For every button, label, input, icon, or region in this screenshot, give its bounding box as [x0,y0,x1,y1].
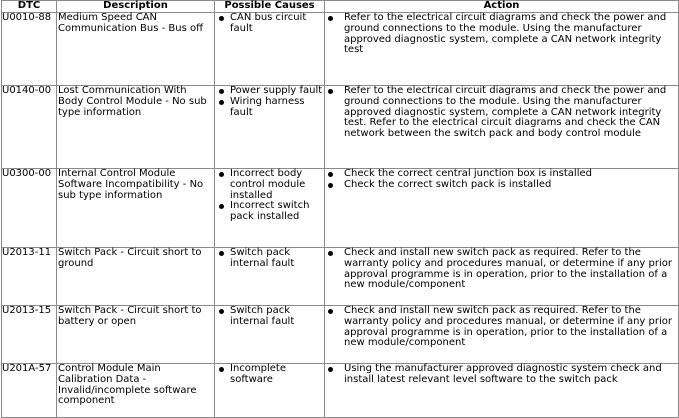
dtc-description: Medium Speed CAN Communication Bus - Bus off [57,13,215,86]
header-row [2,1,679,13]
cause-item-list [216,86,324,118]
action-item-list [326,169,678,191]
dtc-code: U0010-88 [2,13,57,86]
header-description: Description [57,1,215,13]
action-item: Check and install new switch pack as required. Refer to the warranty policy and procedures manual, or determine if any prior approval programme is in operation, prior to the installation of a new module/component [326,248,678,291]
cause-item: Power supply fault [216,86,324,97]
cause-item-list [216,169,324,223]
action-item: Refer to the electrical circuit diagrams and check the power and ground connections to the module. Using the manufacturer approved diagnostic system, complete a CAN network integrity test [326,13,678,56]
action-item: Check the correct central junction box is installed [326,169,678,180]
possible-causes-cell [215,364,325,418]
action-item: Refer to the electrical circuit diagrams and check the power and ground connections to the module. Using the manufacturer approved diagnostic system, complete a CAN network integrity test. Refer to the electrical circuit diagrams and check the CAN network between the switch pack and body control module [326,86,678,140]
cause-item: Switch pack internal fault [216,248,324,270]
cause-item-list [216,306,324,328]
cause-item-list [216,364,324,386]
action-item-list [326,13,678,56]
action-item-list [326,248,678,291]
cause-item-list [216,13,324,35]
action-cell [325,13,679,86]
action-item-list [326,306,678,349]
header-action: Action [325,1,679,13]
dtc-code: U2013-11 [2,248,57,306]
cause-item: Incorrect body control module installed [216,169,324,201]
table-row [2,364,679,418]
action-cell [325,306,679,364]
action-cell [325,169,679,248]
dtc-code: U201A-57 [2,364,57,418]
table-row [2,86,679,169]
cause-item: CAN bus circuit fault [216,13,324,35]
possible-causes-cell [215,169,325,248]
dtc-code: U2013-15 [2,306,57,364]
action-item-list [326,364,678,386]
table-row [2,248,679,306]
action-cell [325,364,679,418]
cause-item: Wiring harness fault [216,97,324,119]
possible-causes-cell [215,86,325,169]
action-item: Check and install new switch pack as required. Refer to the warranty policy and procedures manual, or determine if any prior approval programme is in operation, prior to the installation of a new module/component [326,306,678,349]
dtc-table [1,0,679,418]
dtc-description: Switch Pack - Circuit short to battery or open [57,306,215,364]
dtc-description: Switch Pack - Circuit short to ground [57,248,215,306]
table-row [2,169,679,248]
table-row [2,306,679,364]
cause-item: Incorrect switch pack installed [216,201,324,223]
cause-item-list [216,248,324,270]
possible-causes-cell [215,13,325,86]
dtc-description: Internal Control Module Software Incompatibility - No sub type information [57,169,215,248]
action-item-list [326,86,678,140]
action-item: Using the manufacturer approved diagnostic system check and install latest relevant level software to the switch pack [326,364,678,386]
table-row [2,13,679,86]
cause-item: Incomplete software [216,364,324,386]
dtc-description: Control Module Main Calibration Data - Invalid/incomplete software component [57,364,215,418]
dtc-description: Lost Communication With Body Control Module - No sub type information [57,86,215,169]
dtc-code: U0300-00 [2,169,57,248]
possible-causes-cell [215,306,325,364]
dtc-code: U0140-00 [2,86,57,169]
header-dtc: DTC [2,1,57,13]
action-cell [325,248,679,306]
cause-item: Switch pack internal fault [216,306,324,328]
action-item: Check the correct switch pack is installed [326,180,678,191]
possible-causes-cell [215,248,325,306]
header-possible-causes: Possible Causes [215,1,325,13]
action-cell [325,86,679,169]
